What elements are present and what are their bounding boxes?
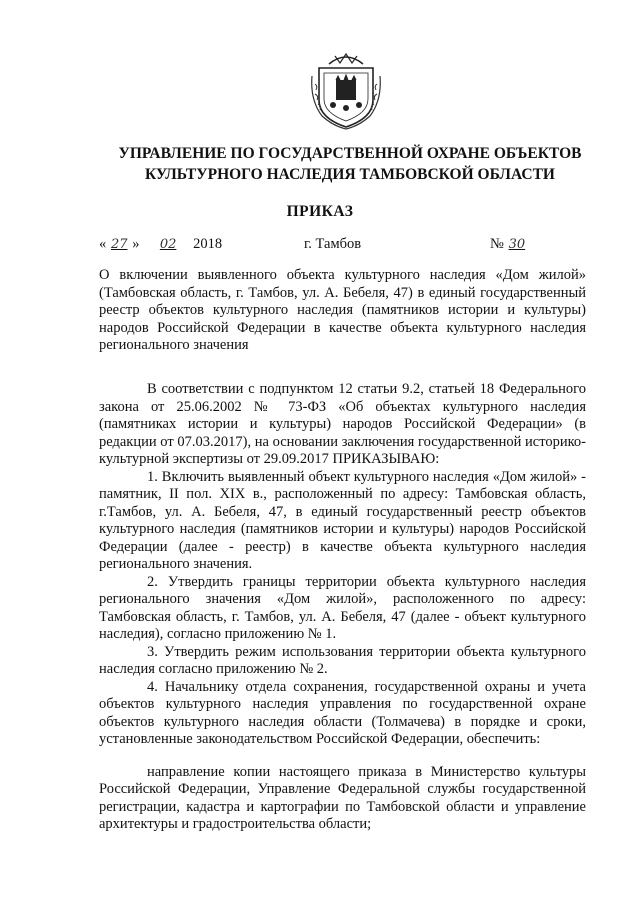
order-subject: О включении выявленного объекта культурного наследия «Дом жилой» (Тамбовская область, г. Тамбов, ул. А. Бебеля, 47) в единый государственный реестр объектов культурного наследия (памятников истории и культуры) народов Российской Федерации в качестве объекта культурного наследия регионального значения (99, 267, 586, 353)
order-city: г. Тамбов (304, 236, 362, 252)
order-number-value: 30 (508, 237, 526, 252)
item-4a-paragraph: направление копии настоящего приказа в Министерство культуры Российской Федерации, Управление Федеральной службы государственной регистрации, кадастра и картографии по Тамбовской области и управление архитектуры и градостроительства области; (99, 763, 586, 832)
item-2-paragraph: 2. Утвердить границы территории объекта культурного наследия регионального значения «Дом жилой», расположенного по адресу: Тамбовская область, г. Тамбов, ул. А. Бебеля, 47 (далее - объект культурного наследия), согласно приложению № 1. (99, 573, 586, 642)
item-4-paragraph: 4. Начальнику отдела сохранения, государственной охраны и учета объектов культурного наследия управления по государственной охране объектов культурного наследия области (Толмачева) в порядке и сроки, установленные законодательством Российской Федерации, обеспечить: (99, 678, 586, 747)
date-day: 27 (110, 237, 128, 252)
order-number (490, 236, 530, 253)
organization-name (60, 143, 640, 185)
preamble-paragraph: В соответствии с подпунктом 12 статьи 9.2, статьей 18 Федерального закона от 25.06.2002 № 73-ФЗ «Об объектах культурного наследия (памятниках истории и культуры) народов Российской Федерации» (в редакции от 07.03.2017), на основании заключения государственной историко-культурной экспертизы от 29.09.2017 ПРИКАЗЫВАЮ: (99, 381, 586, 467)
order-body (99, 381, 586, 834)
order-number-label: № (490, 236, 504, 252)
date-year: 2018 (193, 236, 223, 252)
item-3-paragraph: 3. Утвердить режим использования территории объекта культурного наследия согласно приложению № 2. (99, 643, 586, 677)
item-1-paragraph: 1. Включить выявленный объект культурного наследия «Дом жилой» - памятник, II пол. XIX в., расположенный по адресу: Тамбовская область, г.Тамбов, ул. А. Бебеля, 47, в единый государственный реестр объектов культурного наследия (памятников истории и культуры) народов Российской Федерации (далее - реестр) в качестве объекта культурного наследия регионального значения. (99, 468, 586, 572)
document-type-title: ПРИКАЗ (286, 203, 354, 220)
organization-name-line-2: КУЛЬТУРНОГО НАСЛЕДИЯ ТАМБОВСКОЙ ОБЛАСТИ (145, 166, 555, 183)
organization-name-line-1: УПРАВЛЕНИЕ ПО ГОСУДАРСТВЕННОЙ ОХРАНЕ ОБЪЕКТОВ (118, 145, 582, 162)
order-date (99, 236, 222, 253)
date-month: 02 (159, 237, 177, 252)
coat-of-arms-emblem (309, 50, 383, 130)
date-quote-close: » (132, 236, 140, 252)
date-quote-open: « (99, 236, 107, 252)
